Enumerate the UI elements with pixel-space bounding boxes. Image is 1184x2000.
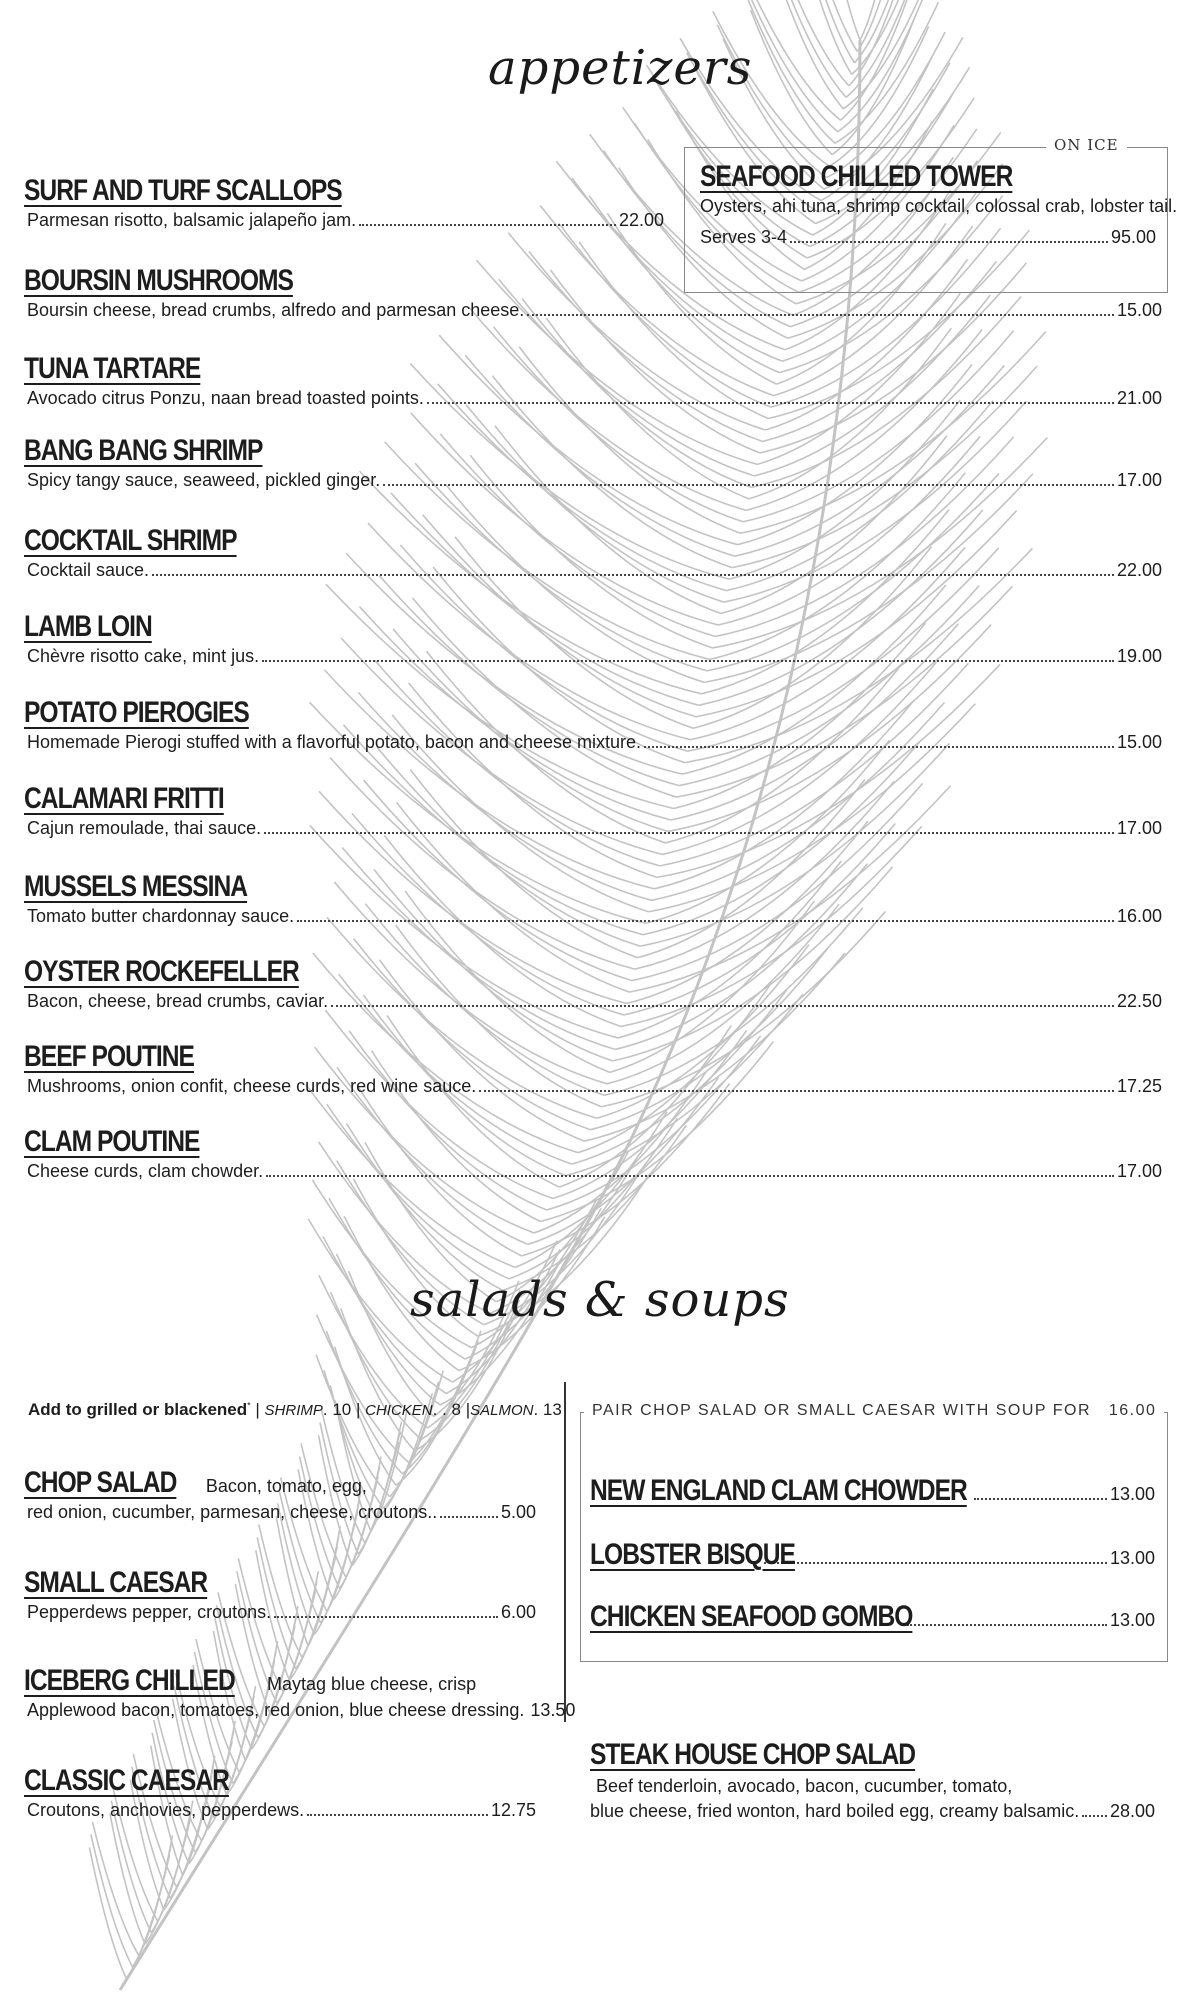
item-desc: Cheese curds, clam chowder. (27, 1161, 264, 1181)
item-name: SMALL CAESAR (24, 1566, 208, 1599)
appetizer-item (24, 264, 1162, 321)
salad-item (24, 1566, 536, 1623)
pair-offer-label: PAIR CHOP SALAD OR SMALL CAESAR WITH SOUP FOR 16.00 (584, 1402, 1164, 1420)
addon-chicken-price: . . 8 (432, 1400, 461, 1419)
dot-leader (644, 746, 1114, 748)
item-desc: Oysters, ahi tuna, shrimp cocktail, colossal crab, lobster tail. (700, 196, 1178, 216)
item-desc: Boursin cheese, bread crumbs, alfredo and parmesan cheese. (27, 300, 525, 320)
appetizer-item (24, 1040, 1162, 1097)
dot-leader (440, 1516, 498, 1518)
appetizer-item (24, 524, 1162, 581)
item-desc: Avocado citrus Ponzu, naan bread toasted points. (27, 388, 424, 408)
item-price: 16.00 (1116, 906, 1162, 926)
item-price: 13.00 (1109, 1610, 1155, 1630)
item-name: CHICKEN SEAFOOD GOMBO (590, 1600, 913, 1633)
addon-chicken: CHICKEN (365, 1402, 433, 1419)
item-price: 5.00 (500, 1502, 536, 1522)
dot-leader (307, 1814, 488, 1816)
appetizer-item (24, 352, 1162, 409)
soup-item (590, 1474, 1155, 1508)
item-serves: Serves 3-4 (700, 227, 788, 247)
item-desc: Homemade Pierogi stuffed with a flavorful potato, bacon and cheese mixture. (27, 732, 642, 752)
item-price: 22.00 (618, 210, 664, 230)
item-price: 12.75 (490, 1800, 536, 1820)
dot-leader (1082, 1815, 1107, 1817)
item-price: 22.00 (1116, 560, 1162, 580)
item-name: BEEF POUTINE (24, 1040, 194, 1073)
dot-leader (266, 1175, 1114, 1177)
addon-salmon-price: . 13 (533, 1400, 562, 1419)
salad-item (24, 1466, 536, 1523)
seafood-chilled-tower (700, 160, 1178, 248)
dot-leader (274, 1616, 498, 1618)
item-name: LOBSTER BISQUE (590, 1538, 795, 1571)
item-price: 13.00 (1109, 1484, 1155, 1504)
item-price: 17.00 (1116, 1161, 1162, 1181)
soup-item (590, 1538, 1155, 1572)
item-name: CLAM POUTINE (24, 1125, 200, 1158)
addon-salmon: SALMON (470, 1402, 534, 1419)
addon-protein-line: Add to grilled or blackened* | SHRIMP. 10 | CHICKEN. . 8 |SALMON. 13 (28, 1400, 562, 1419)
dot-leader (264, 832, 1114, 834)
item-desc: Chèvre risotto cake, mint jus. (27, 646, 260, 666)
item-name: LAMB LOIN (24, 610, 152, 643)
addon-shrimp-price: . 10 (322, 1400, 352, 1419)
dot-leader (383, 484, 1114, 486)
item-desc: Spicy tangy sauce, seaweed, pickled ginger. (27, 470, 381, 490)
dot-leader (790, 241, 1108, 243)
dot-leader (479, 1090, 1114, 1092)
item-desc: Bacon, tomato, egg, (205, 1476, 367, 1496)
item-name: STEAK HOUSE CHOP SALAD (590, 1738, 916, 1771)
item-name: BOURSIN MUSHROOMS (24, 264, 293, 297)
item-name: MUSSELS MESSINA (24, 870, 248, 903)
item-price: 95.00 (1110, 227, 1156, 247)
item-name: CALAMARI FRITTI (24, 782, 224, 815)
item-price: 15.00 (1116, 300, 1162, 320)
item-price: 17.00 (1116, 470, 1162, 490)
appetizer-item (24, 610, 1162, 667)
item-desc: Parmesan risotto, balsamic jalapeño jam. (27, 210, 357, 230)
item-name: NEW ENGLAND CLAM CHOWDER (590, 1474, 967, 1507)
appetizer-item (24, 1125, 1162, 1182)
dot-leader (907, 1624, 1107, 1626)
item-name: CHOP SALAD (24, 1466, 177, 1499)
item-desc-cont: Pepperdews pepper, croutons. (27, 1602, 272, 1622)
item-price: 6.00 (500, 1602, 536, 1622)
appetizer-item (24, 434, 1162, 491)
dot-leader (974, 1498, 1107, 1500)
item-price: 21.00 (1116, 388, 1162, 408)
item-price: 17.00 (1116, 818, 1162, 838)
item-desc-cont: red onion, cucumber, parmesan, cheese, croutons.. (27, 1502, 438, 1522)
dot-leader (527, 314, 1114, 316)
appetizer-item (24, 955, 1162, 1012)
column-divider (564, 1382, 566, 1722)
item-name: POTATO PIEROGIES (24, 696, 249, 729)
item-price: 13.00 (1109, 1548, 1155, 1568)
addon-shrimp: SHRIMP (264, 1402, 323, 1419)
item-name: ICEBERG CHILLED (24, 1664, 235, 1697)
salad-item (24, 1664, 576, 1721)
item-desc-cont: Croutons, anchovies, pepperdews. (27, 1800, 305, 1820)
on-ice-label: ON ICE (1046, 136, 1127, 154)
item-desc: Mushrooms, onion confit, cheese curds, red wine sauce. (27, 1076, 477, 1096)
item-price: 19.00 (1116, 646, 1162, 666)
item-price: 15.00 (1116, 732, 1162, 752)
dot-leader (764, 1562, 1107, 1564)
item-name: BANG BANG SHRIMP (24, 434, 263, 467)
appetizer-item (24, 696, 1162, 753)
appetizer-item (24, 870, 1162, 927)
item-desc: Cocktail sauce. (27, 560, 150, 580)
item-price: 17.25 (1116, 1076, 1162, 1096)
item-price: 28.00 (1109, 1801, 1155, 1821)
item-name: SURF AND TURF SCALLOPS (24, 174, 342, 207)
item-name: SEAFOOD CHILLED TOWER (700, 160, 1013, 193)
item-desc: Cajun remoulade, thai sauce. (27, 818, 262, 838)
addon-mark: * (247, 1400, 251, 1411)
item-price: 13.50 (530, 1700, 576, 1720)
steak-house-chop-salad (590, 1738, 1155, 1822)
dot-leader (427, 402, 1114, 404)
item-name: CLASSIC CAESAR (24, 1764, 229, 1797)
item-desc-cont: blue cheese, fried wonton, hard boiled egg, creamy balsamic. (590, 1801, 1080, 1821)
salad-item (24, 1764, 536, 1821)
dot-leader (297, 920, 1114, 922)
salads-soups-title: salads & soups (410, 1272, 790, 1328)
item-price: 22.50 (1116, 991, 1162, 1011)
dot-leader (152, 574, 1114, 576)
item-desc: Beef tenderloin, avocado, bacon, cucumber, tomato, (596, 1776, 1013, 1796)
addon-label: Add to grilled or blackened (28, 1400, 248, 1419)
appetizer-item (24, 174, 664, 231)
item-name: COCKTAIL SHRIMP (24, 524, 237, 557)
item-desc: Tomato butter chardonnay sauce. (27, 906, 295, 926)
item-desc: Maytag blue cheese, crisp (267, 1674, 477, 1694)
item-desc-cont: Applewood bacon, tomatoes, red onion, blue cheese dressing. (27, 1700, 525, 1720)
dot-leader (331, 1005, 1114, 1007)
item-desc: Bacon, cheese, bread crumbs, caviar. (27, 991, 329, 1011)
dot-leader (262, 660, 1114, 662)
appetizer-item (24, 782, 1162, 839)
item-name: OYSTER ROCKEFELLER (24, 955, 299, 988)
appetizers-title: appetizers (488, 40, 753, 96)
dot-leader (359, 224, 616, 226)
soup-item (590, 1600, 1155, 1634)
item-name: TUNA TARTARE (24, 352, 201, 385)
